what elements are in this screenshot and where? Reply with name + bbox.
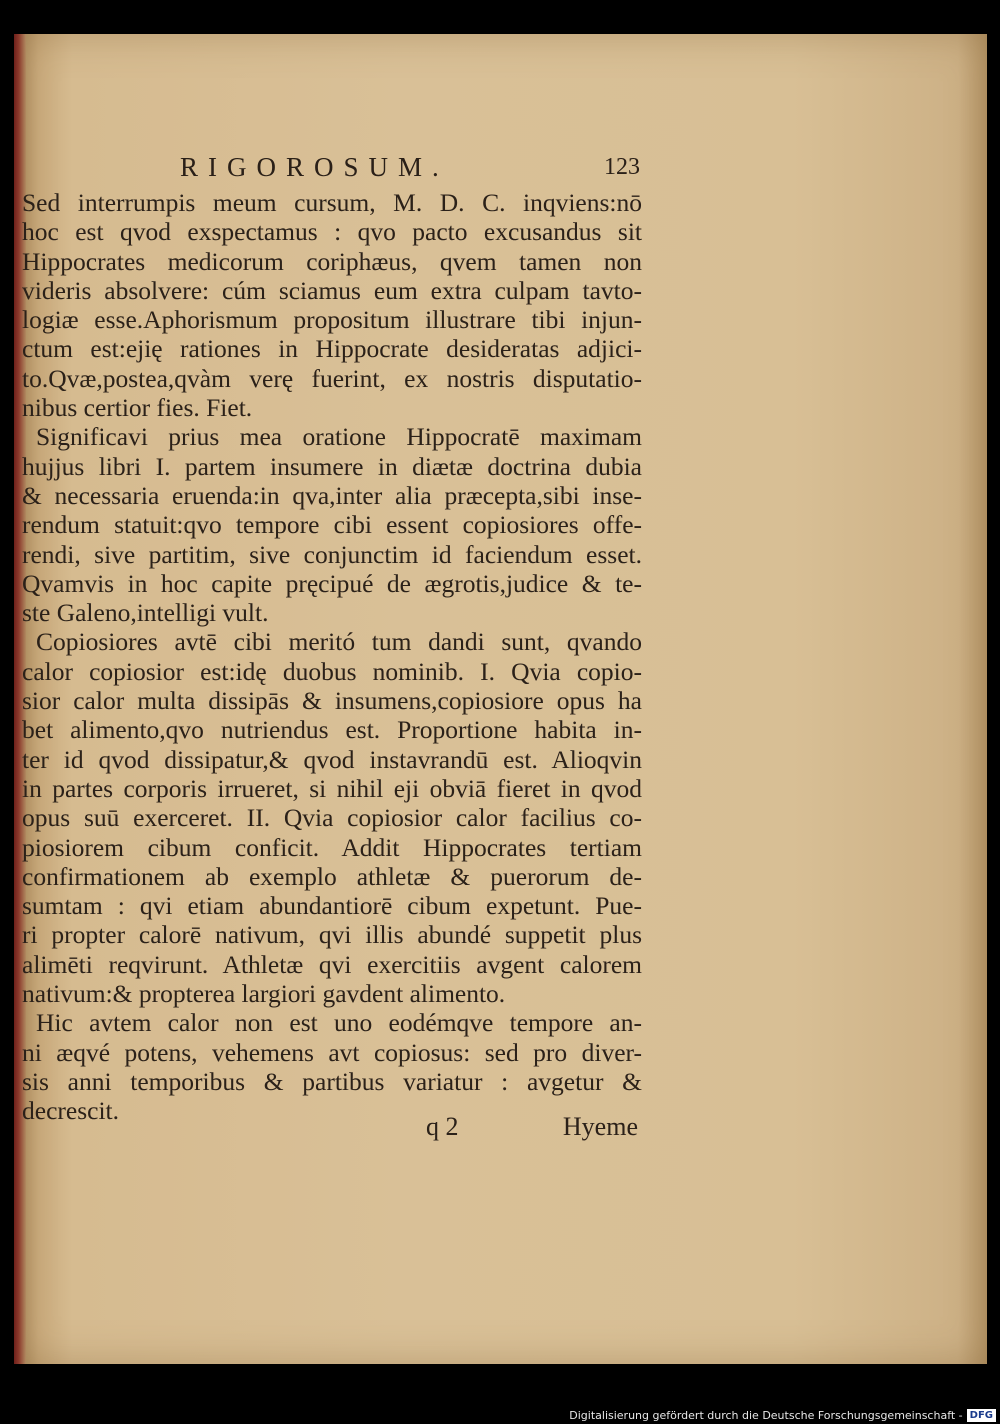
- text-line: logiæ esse.Aphorismum propositum illustrare tibi injun-: [22, 305, 642, 335]
- credit-text: Digitalisierung gefördert durch die Deutsche Forschungsgemeinschaft -: [569, 1409, 963, 1422]
- dfg-logo: DFG: [967, 1409, 996, 1422]
- catchword: Hyeme: [562, 1112, 638, 1141]
- text-line: hujjus libri I. partem insumere in diætæ doctrina dubia: [22, 451, 642, 481]
- text-line: ter id qvod dissipatur,& qvod instavrandū est. Alioqvin: [22, 744, 642, 774]
- text-line: sior calor multa dissipās & insumens,copiosiore opus ha: [22, 686, 642, 716]
- text-line: ni æqvé potens, vehemens avt copiosus: sed pro diver-: [22, 1037, 642, 1067]
- text-line: rendum statuit:qvo tempore cibi essent copiosiores offe-: [22, 510, 642, 540]
- text-line: Hippocrates medicorum coriphæus, qvem tamen non: [22, 246, 642, 276]
- text-line: Sed interrumpis meum cursum, M. D. C. inqviens:nō: [22, 188, 642, 217]
- paragraph-4: [22, 1008, 642, 1125]
- text-line: & necessaria eruenda:in qva,inter alia præcepta,sibi inse-: [22, 480, 642, 510]
- page-footer: [22, 1112, 642, 1146]
- text-line: opus suū exerceret. II. Qvia copiosior calor facilius co-: [22, 803, 642, 833]
- text-line: bet alimento,qvo nutriendus est. Proportione habita in-: [22, 715, 642, 745]
- text-line: confirmationem ab exemplo athletæ & puerorum de-: [22, 861, 642, 891]
- text-line: Significavi prius mea oratione Hippocratē maximam: [36, 422, 642, 452]
- paragraph-2: [22, 422, 642, 627]
- text-line: Copiosiores avtē cibi meritó tum dandi sunt, qvando: [36, 627, 642, 657]
- text-line: nativum:& propterea largiori gavdent alimento.: [22, 979, 506, 1009]
- text-line: Hic avtem calor non est uno eodémqve tempore an-: [36, 1008, 642, 1038]
- text-line: sis anni temporibus & partibus variatur : avgetur &: [22, 1066, 642, 1096]
- text-line: sumtam : qvi etiam abundantiorē cibum expetunt. Pue-: [22, 891, 642, 921]
- paragraph-1: [22, 188, 642, 422]
- running-title: RIGOROSUM.: [180, 152, 449, 182]
- text-line: ctum est:ejię rationes in Hippocrate desideratas adjici-: [22, 334, 642, 364]
- text-line: decrescit.: [22, 1096, 119, 1126]
- paragraph-3: [22, 627, 642, 1008]
- text-line: videris absolvere: cúm sciamus eum extra culpam tavto-: [22, 275, 642, 305]
- text-line: alimēti reqvirunt. Athletæ qvi exercitiis avgent calorem: [22, 949, 642, 979]
- signature-mark: q 2: [426, 1112, 459, 1141]
- text-line: ste Galeno,intelligi vult.: [22, 598, 269, 628]
- text-line: piosiorem cibum conficit. Addit Hippocrates tertiam: [22, 832, 642, 862]
- digitization-credit: [569, 1409, 996, 1422]
- text-line: in partes corporis irrueret, si nihil eji obviā fieret in qvod: [22, 773, 642, 803]
- page-number: 123: [604, 154, 640, 180]
- text-line: hoc est qvod exspectamus : qvo pacto excusandus sit: [22, 217, 642, 247]
- text-line: rendi, sive partitim, sive conjunctim id faciendum esset.: [22, 539, 642, 569]
- text-line: ri propter calorē nativum, qvi illis abundé suppetit plus: [22, 920, 642, 950]
- text-line: to.Qvæ,postea,qvàm verę fuerint, ex nostris disputatio-: [22, 363, 642, 393]
- body-text: [22, 188, 642, 1126]
- page-header: [180, 152, 640, 192]
- text-line: Qvamvis in hoc capite pręcipué de ægrotis,judice & te-: [22, 568, 642, 598]
- text-line: nibus certior fies. Fiet.: [22, 393, 253, 423]
- text-line: calor copiosior est:idę duobus nominib. I. Qvia copio-: [22, 656, 642, 686]
